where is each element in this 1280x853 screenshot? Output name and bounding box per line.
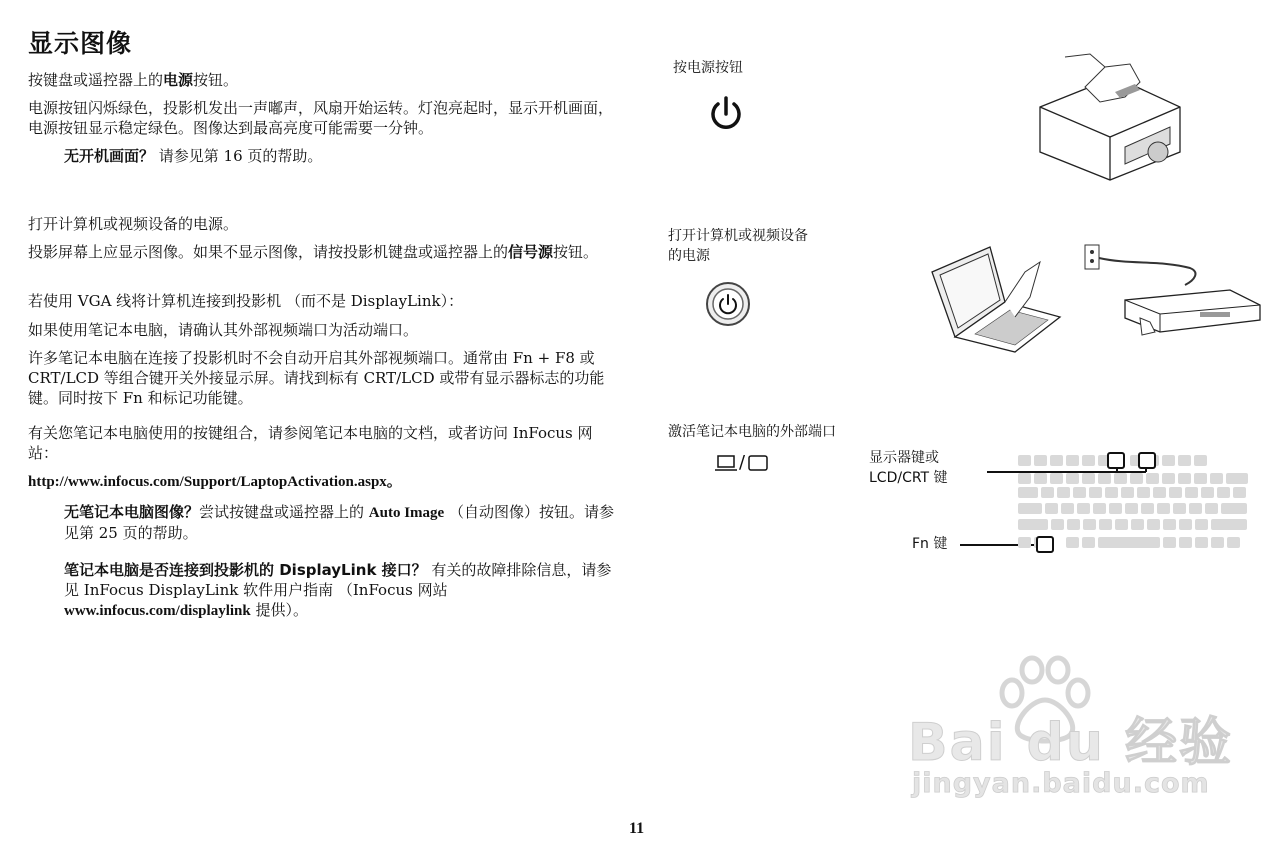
paragraph-image-display: 投影屏幕上应显示图像。如果不显示图像，请按投影机键盘或遥控器上的信号源按钮。 — [28, 243, 599, 261]
projector-illustration — [1030, 52, 1195, 182]
page-number: 11 — [629, 820, 645, 837]
caption-turn-on-device: 打开计算机或视频设备 的电源 — [668, 228, 808, 264]
fn-key — [1036, 536, 1054, 553]
label-monitor-key: 显示器键或 LCD/CRT 键 — [869, 450, 948, 486]
tip-displaylink: 笔记本电脑是否连接到投影机的 DisplayLink 接口？ 有关的故障排除信息，请参见 InFocus DisplayLink 软件用户指南 （InFocus 网站 www.infocus.com/displaylink 提供）。 — [64, 561, 612, 619]
paragraph-power-status: 电源按钮闪烁绿色，投影机发出一声嘟声，风扇开始运转。灯泡亮起时，显示开机画面，电源按钮显示稳定绿色。图像达到最高亮度可能需要一分钟。 — [28, 99, 614, 137]
power-button-icon — [705, 281, 751, 327]
paragraph-function-keys: 许多笔记本电脑在连接了投影机时不会自动开启其外部视频端口。通常由 Fn + F8 或 CRT/LCD 等组合键开关外接显示屏。请找到标有 CRT/LCD 或带有显示器标志的功能键。同时按下 Fn 和标记功能键。 — [28, 349, 605, 407]
monitor-key-1 — [1107, 452, 1125, 469]
label-fn-key: Fn 键 — [912, 536, 948, 552]
tip-no-startup-screen: 无开机画面？ 请参见第 16 页的帮助。 — [64, 147, 323, 165]
displaylink-url[interactable]: www.infocus.com/displaylink — [64, 603, 251, 619]
paragraph-vga: 若使用 VGA 线将计算机连接到投影机 （而不是 DisplayLink）： — [28, 292, 464, 310]
paragraph-turn-on-computer: 打开计算机或视频设备的电源。 — [28, 215, 239, 233]
laptop-activation-url[interactable]: http://www.infocus.com/Support/LaptopActivation.aspx。 — [28, 474, 402, 490]
video-player-illustration — [1080, 240, 1270, 350]
watermark-brand: Bai du 经验 — [908, 713, 1233, 773]
page-title: 显示图像 — [28, 29, 133, 58]
paragraph-key-combination: 有关您笔记本电脑使用的按键组合，请参阅笔记本电脑的文档，或者访问 InFocus 网站： — [28, 424, 593, 462]
caption-activate-port: 激活笔记本电脑的外部端口 — [668, 424, 836, 440]
tip-no-laptop-image: 无笔记本电脑图像？尝试按键盘或遥控器上的 Auto Image （自动图像）按钮。请参见第 25 页的帮助。 — [64, 503, 614, 542]
laptop-monitor-icon: / — [715, 454, 769, 472]
power-icon — [707, 95, 745, 133]
monitor-key-2 — [1138, 452, 1156, 469]
watermark-url: jingyan.baidu.com — [912, 768, 1210, 799]
paragraph-laptop-port: 如果使用笔记本电脑，请确认其外部视频端口为活动端口。 — [28, 321, 419, 339]
laptop-illustration — [930, 242, 1065, 357]
paragraph-power-button: 按键盘或遥控器上的电源按钮。 — [28, 71, 239, 89]
caption-press-power: 按电源按钮 — [673, 60, 743, 76]
